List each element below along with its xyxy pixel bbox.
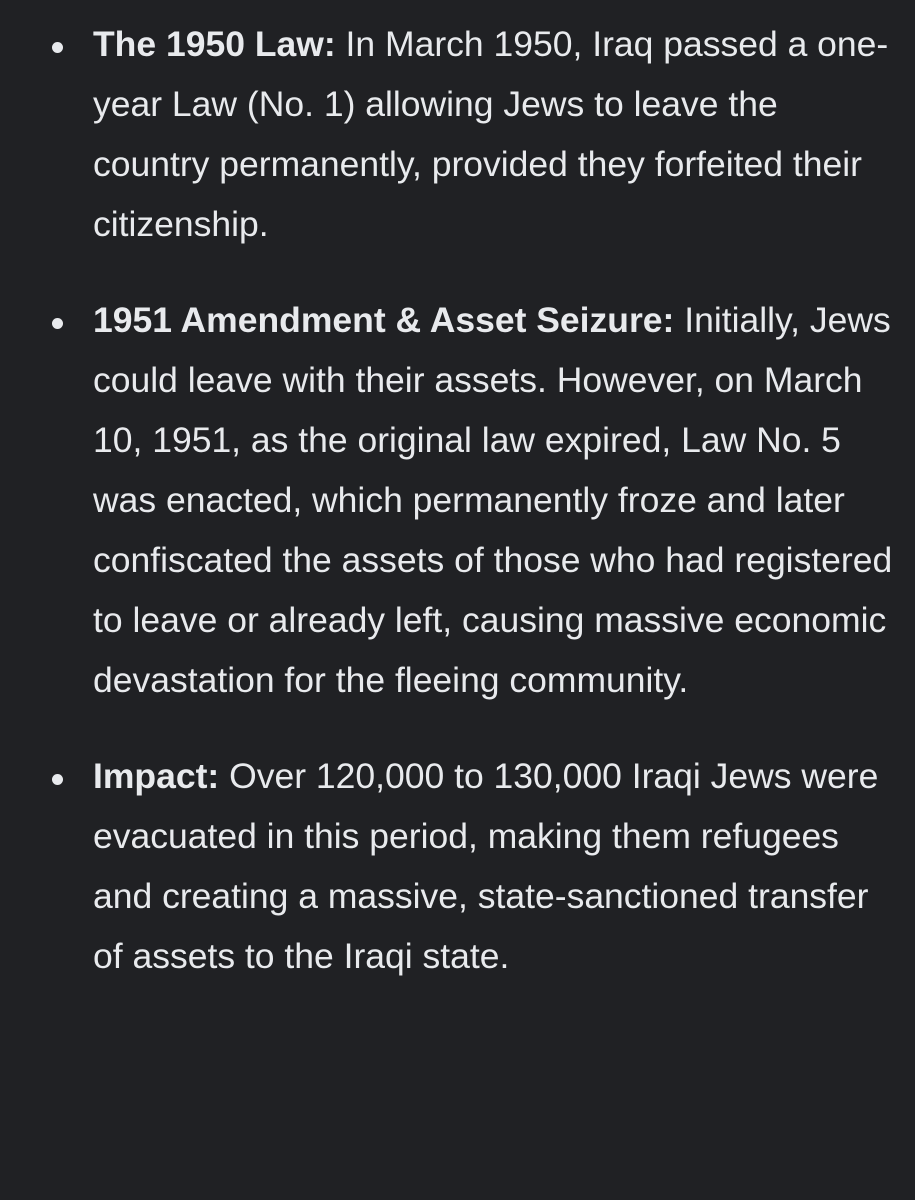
- bullet-icon: [52, 774, 63, 785]
- item-title: The 1950 Law:: [93, 24, 346, 64]
- list-item-1950-law: [0, 14, 915, 254]
- bullet-icon: [52, 318, 63, 329]
- bullet-list: [0, 14, 915, 986]
- item-title: 1951 Amendment & Asset Seizure:: [93, 300, 685, 340]
- bullet-icon: [52, 42, 63, 53]
- item-body: In March 1950, Iraq passed a one-year Law (No. 1) allowing Jews to leave the country permanently, provided they forfeited their citizenship.: [93, 24, 889, 244]
- item-title: Impact:: [93, 756, 230, 796]
- list-item-impact: [0, 746, 915, 986]
- item-body: Over 120,000 to 130,000 Iraqi Jews were evacuated in this period, making them refugees and creating a massive, state-sanctioned transfer of assets to the Iraqi state.: [93, 756, 879, 976]
- list-item-1951-amendment: [0, 290, 915, 710]
- item-body: Initially, Jews could leave with their assets. However, on March 10, 1951, as the original law expired, Law No. 5 was enacted, which permanently froze and later confiscated the assets of those who had registered to leave or already left, causing massive economic devastation for the fleeing community.: [93, 300, 893, 700]
